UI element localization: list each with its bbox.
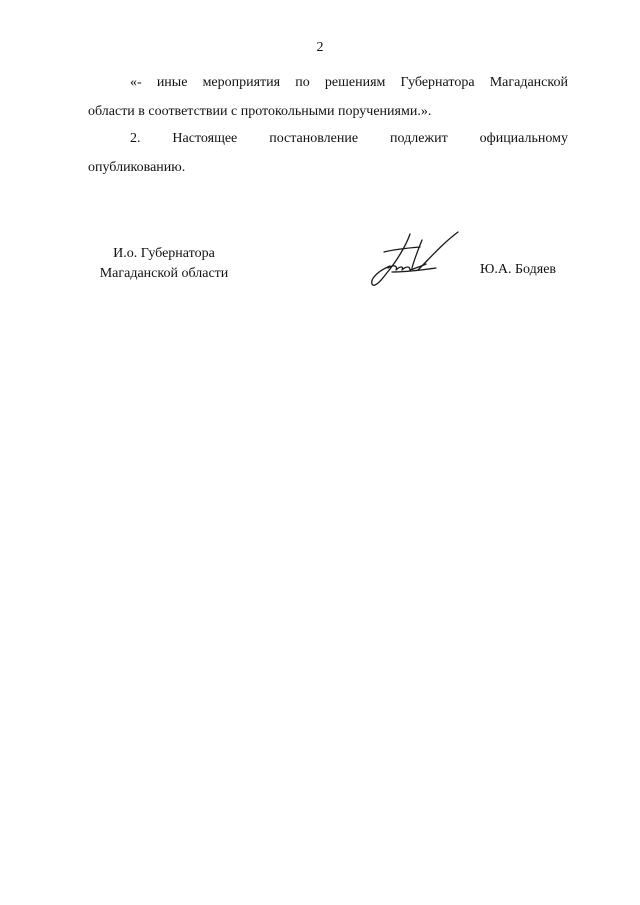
word: 2. (130, 131, 141, 146)
paragraph-2-line-1 (88, 124, 568, 153)
word: Губернатора (400, 75, 475, 90)
word: решениям (324, 75, 386, 90)
word: мероприятия (202, 75, 281, 90)
signatory-position (88, 244, 240, 284)
word: подлежит (390, 131, 448, 146)
paragraph-1-line-1 (88, 68, 568, 97)
word: официальному (479, 131, 568, 146)
word: «- (130, 75, 142, 90)
word: Магаданской (489, 75, 568, 90)
word: Настоящее (172, 131, 238, 146)
handwritten-signature-icon (366, 228, 462, 292)
word: иные (156, 75, 188, 90)
signatory-position-line-2: Магаданской области (99, 266, 229, 281)
paragraph-2 (88, 124, 568, 182)
word: по (295, 75, 310, 90)
signatory-name: Ю.А. Бодяев (480, 262, 557, 277)
paragraph-2-line-2: опубликованию. (88, 160, 186, 175)
paragraph-1-line-2: области в соответствии с протокольными поручениями.». (88, 104, 432, 119)
paragraph-1 (88, 68, 568, 126)
word: постановление (269, 131, 359, 146)
signatory-position-line-1: И.о. Губернатора (113, 246, 215, 261)
page-number: 2 (316, 40, 324, 55)
